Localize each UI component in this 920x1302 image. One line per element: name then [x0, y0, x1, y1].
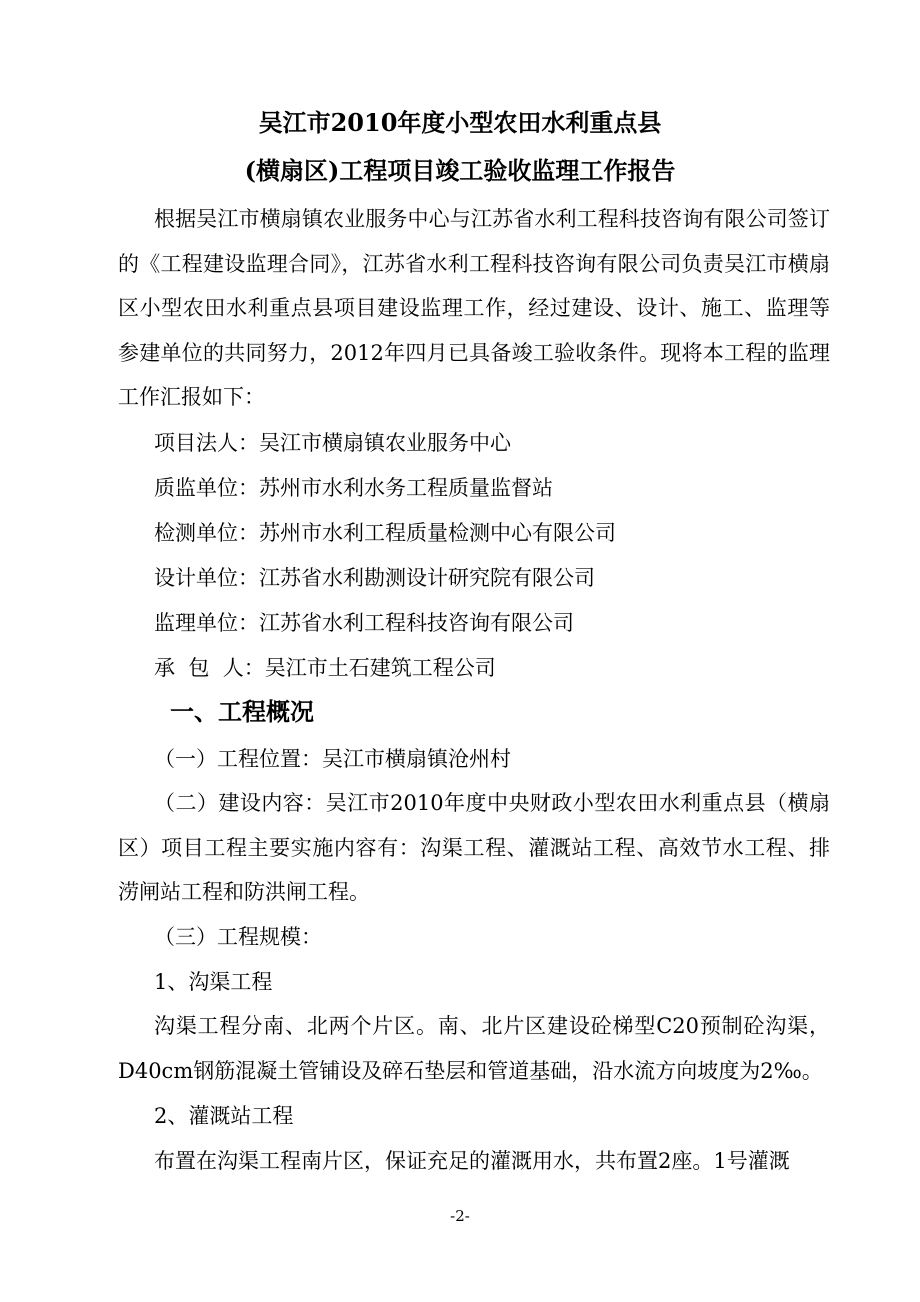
party-supervision-unit: 监理单位：江苏省水利工程科技咨询有限公司: [154, 611, 574, 635]
party-testing-unit: 检测单位：苏州市水利工程质量检测中心有限公司: [154, 521, 616, 545]
intro-paragraph: 根据吴江市横扇镇农业服务中心与江苏省水利工程科技咨询有限公司签订的《工程建设监理合同》，江苏省水利工程科技咨询有限公司负责吴江市横扇区小型农田水利重点县项目建设监理工作，经过建设、设计、施工、监理等参建单位的共同努力，2012年四月已具备竣工验收条件。现将本工程的监理工作汇报如下：: [118, 207, 830, 409]
item-2-paragraph: 布置在沟渠工程南片区，保证充足的灌溉用水，共布置2座。1号灌溉: [154, 1149, 790, 1173]
item-1-paragraph: 沟渠工程分南、北两个片区。南、北片区建设砼梯型C20预制砼沟渠，D40cm钢筋混凝土管铺设及碎石垫层和管道基础，沿水流方向坡度为2‰。: [118, 1014, 830, 1083]
item-2-heading: 2、灌溉站工程: [154, 1104, 294, 1128]
project-location-line: （一）工程位置：吴江市横扇镇沧州村: [154, 747, 511, 771]
party-quality-supervision: 质监单位：苏州市水利水务工程质量监督站: [154, 476, 553, 500]
item-1-heading: 1、沟渠工程: [154, 970, 273, 994]
page-number: -2-: [450, 1207, 470, 1225]
document-title-line-1: 吴江市2010年度小型农田水利重点县: [258, 108, 662, 137]
party-contractor: 承 包 人：吴江市土石建筑工程公司: [154, 656, 496, 680]
document-title-line-2: (横扇区)工程项目竣工验收监理工作报告: [244, 156, 676, 185]
project-scale-line: （三）工程规模：: [154, 925, 322, 949]
party-project-owner: 项目法人：吴江市横扇镇农业服务中心: [154, 431, 511, 455]
section-heading-project-overview: 一、工程概况: [170, 697, 314, 726]
party-design-unit: 设计单位：江苏省水利勘测设计研究院有限公司: [154, 566, 595, 590]
construction-content-paragraph: （二）建设内容：吴江市2010年度中央财政小型农田水利重点县（横扇区）项目工程主要实施内容有：沟渠工程、灌溉站工程、高效节水工程、排涝闸站工程和防洪闸工程。: [118, 791, 830, 904]
